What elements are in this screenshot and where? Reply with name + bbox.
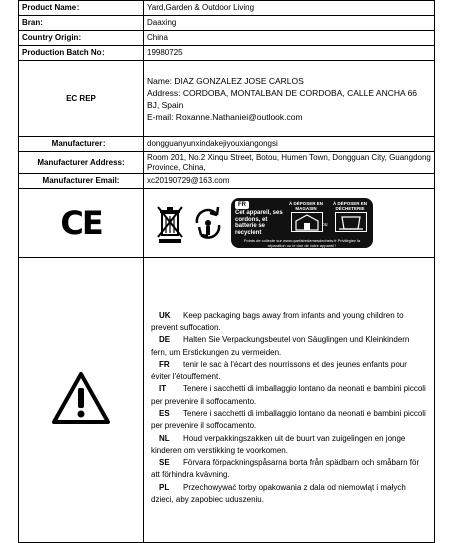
warning-text: Houd verpakkingszakken uit de buurt van zuigelingen en jonge kinderen om verstikking te voorkomen. (151, 433, 406, 455)
warning-language-code: ES (159, 409, 170, 418)
warning-language-code: UK (159, 310, 171, 320)
collection-points-text: Points de collecte sur www.quefairedemesdechets.fr Privilégiez la réparation ou le don de votre appareil ! (243, 238, 361, 248)
warning-triangle-icon (51, 371, 111, 425)
ec-rep-address: Address: CORDOBA, MONTALBAN DE CORDOBA, CALLE ANCHA 66 BJ, Spain (147, 87, 418, 110)
warning-language-code: SE (159, 458, 170, 468)
warning-se (147, 457, 431, 482)
ec-rep-name: Name: DIAZ GONZALEZ JOSE CARLOS (147, 75, 304, 86)
row-brand (19, 16, 435, 31)
row-country (19, 31, 435, 46)
fr-tag: FR (235, 201, 249, 209)
row-manufacturer-email (19, 174, 435, 189)
row-batch (19, 46, 435, 61)
store-icon (291, 212, 323, 232)
warning-language-code: DE (159, 335, 171, 345)
disposal-symbols (144, 189, 435, 258)
triman-info-badge (231, 198, 373, 248)
recycling-center-icon (335, 212, 367, 232)
product-name-value: Yard,Garden & Outdoor Living (144, 1, 435, 16)
row-manufacturer-address (19, 152, 435, 174)
batch-label: Production Batch No： (19, 46, 144, 61)
row-symbols (19, 189, 435, 258)
deposit-store-label: À DÉPOSER EN MAGASIN (288, 201, 323, 211)
manufacturer-address-value: Room 201, No.2 Xinqu Street, Botou, Humen Town, Dongguan City, Guangdong Province, China, (144, 152, 435, 174)
manufacturer-email-value: xc20190729@163.com (144, 174, 435, 189)
ce-cell (19, 189, 144, 258)
warning-text: tenir le sac à l'écart des nourrissons et des jeunes enfants pour éviter l'étouffement. (151, 359, 407, 382)
manufacturer-address-label: Manufacturer Address: (19, 152, 144, 174)
recycling-text: Cet appareil, ses cordons, et batterie se recyclent (235, 210, 283, 236)
country-value: China (144, 31, 435, 46)
product-info-sheet (18, 0, 435, 543)
warning-text-list (144, 258, 435, 543)
warning-icon-cell (19, 258, 144, 543)
ec-rep-details (144, 61, 435, 137)
product-info-table (18, 0, 435, 543)
row-manufacturer (19, 137, 435, 152)
warning-text: Halten Sie Verpackungsbeutel von Säuglingen und Kleinkindern fern, um Erstickungen zu vermeiden. (151, 335, 410, 357)
warning-language-code: PL (159, 482, 170, 492)
warning-language-code: NL (159, 433, 170, 443)
warning-language-code: IT (159, 384, 167, 394)
warning-language-code: FR (159, 359, 170, 369)
or-label: ou (322, 222, 328, 228)
row-warnings (19, 258, 435, 543)
manufacturer-value: dongguanyunxindakejiyouxiangongsi (144, 137, 435, 152)
warning-text: Förvara förpackningspåsarna borta från spädbarn och småbarn för att förhindra kvävning. (151, 458, 420, 480)
row-ec-rep (19, 61, 435, 137)
manufacturer-label: Manufacturer： (19, 137, 144, 152)
warning-nl (147, 433, 431, 458)
warning-es (147, 408, 431, 433)
warning-it (147, 383, 431, 408)
ec-rep-label: EC REP (19, 61, 144, 137)
ec-rep-email: E-mail: Roxanne.Nathaniei@outlook.com (147, 111, 303, 122)
warning-pl (147, 482, 431, 507)
warning-text: Keep packaging bags away from infants and young children to prevent suffocation. (151, 310, 404, 332)
warning-de (147, 334, 431, 359)
warning-text: Przechowywać torby opakowania z dala od niemowląt i małych dzieci, aby zapobiec uduszeniu. (151, 482, 406, 505)
row-product-name (19, 1, 435, 16)
deposit-center-label: À DÉPOSER EN DÉCHETERIE (332, 201, 367, 211)
country-label: Country Origin: (19, 31, 144, 46)
warning-fr (147, 359, 431, 384)
manufacturer-email-label: Manufacturer Email: (19, 174, 144, 189)
warning-uk (147, 310, 431, 335)
product-name-label: Product Name： (19, 1, 144, 16)
warning-text: Tenere i sacchetti di imballaggio lontano da neonati e bambini piccoli per prevenire il soffocamento. (151, 409, 426, 431)
brand-label: Bran: (19, 16, 144, 31)
batch-value: 19980725 (144, 46, 435, 61)
ce-mark: CE (60, 204, 102, 242)
crossed-bin-icon (155, 203, 185, 243)
triman-icon (191, 203, 225, 243)
brand-value: Daaxing (144, 16, 435, 31)
warning-text: Tenere i sacchetti di imballaggio lontano da neonati e bambini piccoli per prevenire il soffocamento. (151, 384, 426, 406)
